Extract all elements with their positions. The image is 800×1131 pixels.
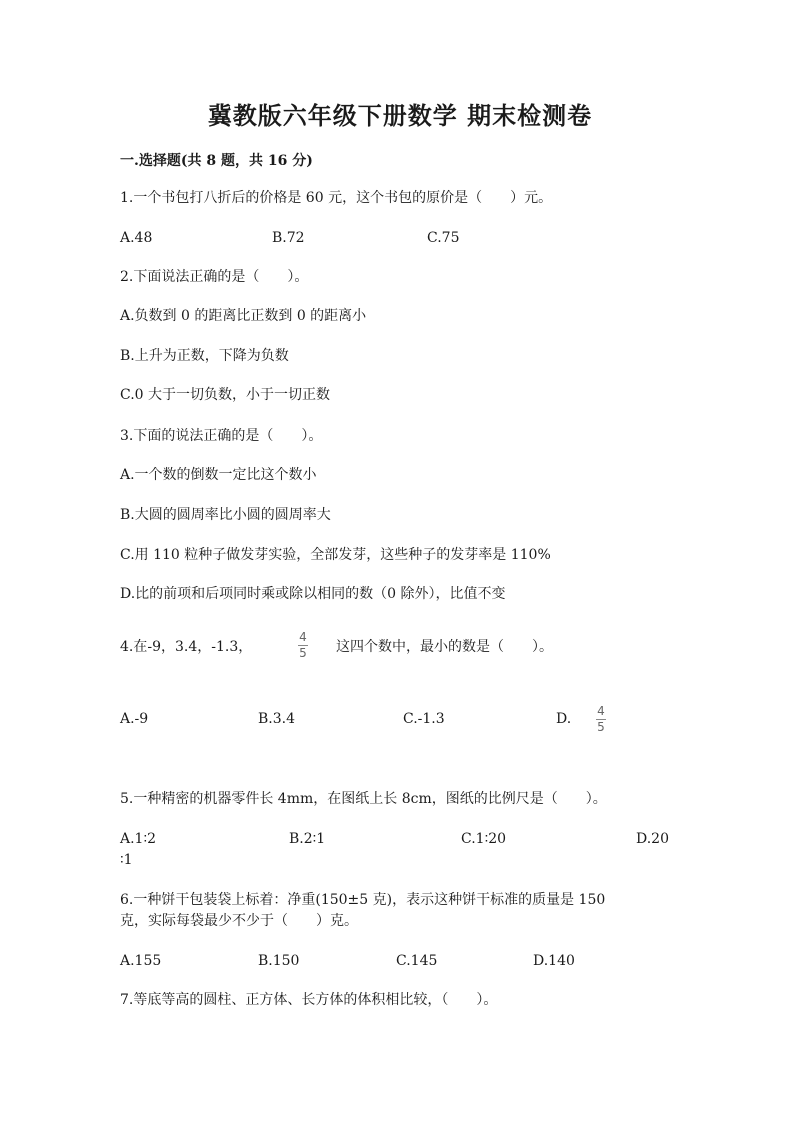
question-6-option-c: C.145 [396, 953, 438, 969]
question-3-stem: 3.下面的说法正确的是（ ）。 [120, 428, 323, 444]
question-2-option-a: A.负数到 0 的距离比正数到 0 的距离小 [120, 308, 367, 324]
fraction-four-fifths-option-d [596, 705, 606, 734]
question-5-option-b: B.2∶1 [289, 831, 326, 847]
question-4-option-c: C.-1.3 [403, 711, 445, 727]
question-5-option-c: C.1∶20 [461, 831, 507, 847]
section-heading: 一.选择题(共 8 题，共 16 分) [120, 153, 313, 169]
question-5-option-d: D.20 [636, 831, 669, 847]
question-3-option-c: C.用 110 粒种子做发芽实验，全部发芽，这些种子的发芽率是 110% [120, 547, 551, 563]
question-2-stem: 2.下面说法正确的是（ ）。 [120, 269, 309, 285]
question-1-stem: 1.一个书包打八折后的价格是 60 元，这个书包的原价是（ ）元。 [120, 190, 553, 206]
fraction-denominator: 5 [299, 646, 307, 660]
question-3-option-b: B.大圆的圆周率比小圆的圆周率大 [120, 507, 331, 523]
question-5-option-d-continued: ∶1 [120, 852, 133, 868]
question-2-option-b: B.上升为正数，下降为负数 [120, 348, 289, 364]
question-4-option-d: D. [556, 711, 572, 727]
question-1-option-b: B.72 [272, 230, 305, 246]
question-3-option-a: A.一个数的倒数一定比这个数小 [120, 467, 317, 483]
question-4-option-b: B.3.4 [258, 711, 296, 727]
question-1-option-a: A.48 [120, 230, 153, 246]
fraction-four-fifths [298, 631, 308, 660]
question-1-option-c: C.75 [427, 230, 460, 246]
question-6-stem-line-1: 6.一种饼干包装袋上标着：净重(150±5 克)，表示这种饼干标准的质量是 150 [120, 892, 606, 908]
question-5-option-a: A.1∶2 [120, 831, 157, 847]
question-7-stem: 7.等底等高的圆柱、正方体、长方体的体积相比较，（ ）。 [120, 992, 498, 1008]
question-6-option-d: D.140 [533, 953, 575, 969]
question-4-stem-part-2: 这四个数中，最小的数是（ ）。 [336, 639, 553, 655]
fraction-denominator: 5 [597, 720, 605, 734]
exam-title: 冀教版六年级下册数学 期末检测卷 [207, 101, 593, 130]
question-3-option-d: D.比的前项和后项同时乘或除以相同的数（0 除外），比值不变 [120, 586, 506, 602]
fraction-numerator: 4 [299, 630, 307, 644]
fraction-numerator: 4 [597, 704, 605, 718]
question-5-stem: 5.一种精密的机器零件长 4mm，在图纸上长 8cm，图纸的比例尺是（ ）。 [120, 791, 607, 807]
question-6-option-a: A.155 [120, 953, 162, 969]
question-6-option-b: B.150 [258, 953, 300, 969]
question-4-option-a: A.-9 [120, 711, 149, 727]
question-4-stem-part-1: 4.在-9，3.4，-1.3， [120, 639, 253, 655]
question-6-stem-line-2: 克，实际每袋最少不少于（ ）克。 [120, 913, 358, 929]
question-2-option-c: C.0 大于一切负数，小于一切正数 [120, 387, 331, 403]
